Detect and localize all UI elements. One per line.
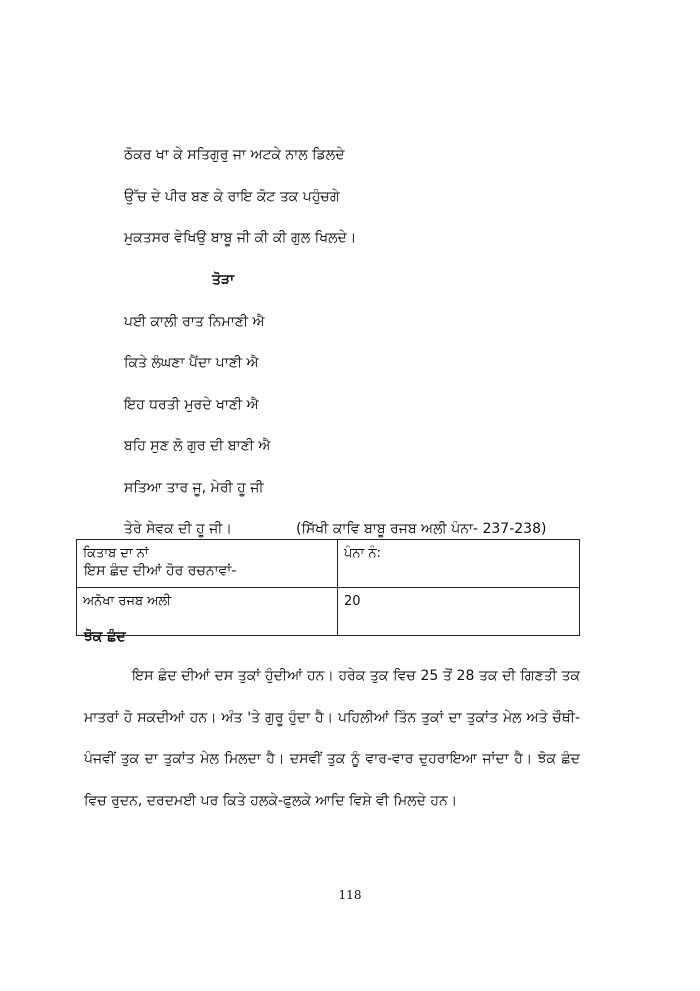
toda-line: ਪਈ ਕਾਲੀ ਰਾਤ ਨਿਮਾਣੀ ਐ (124, 314, 265, 330)
page-number: 118 (338, 888, 362, 902)
table-row (77, 588, 580, 636)
toda-line: ਸਤਿਆ ਤਾਰ ਜੂ, ਮੇਰੀ ਹੂ ਜੀ (124, 480, 264, 496)
table-cell-page-no: 20 (338, 588, 580, 636)
toda-line: ਬਹਿ ਸੁਣ ਲੋ ਗੁਰ ਦੀ ਬਾਣੀ ਐ (124, 438, 271, 454)
table-header-book-name: ਕਿਤਾਬ ਦਾ ਨਾਂ (77, 540, 338, 588)
toda-line: ਇਹ ਧਰਤੀ ਮੁਰਦੇ ਖਾਣੀ ਐ (124, 397, 259, 413)
citation: (ਸਿੱਖੀ ਕਾਵਿ ਬਾਬੂ ਰਜਬ ਅਲੀ ਪੰਨਾ- 237-238) (296, 521, 547, 537)
other-works-table (76, 539, 580, 636)
paragraph-text: ਇਸ ਛੰਦ ਦੀਆਂ ਦਸ ਤੁਕਾਂ ਹੁੰਦੀਆਂ ਹਨ। ਹਰੇਕ ਤੁਕ ਵਿਚ 25 ਤੋਂ 28 ਤਕ ਦੀ ਗਿਣਤੀ ਤਕ ਮਾਤਰਾਂ ਹੋ ਸਕਦੀਆਂ ਹਨ। ਅੰਤ 'ਤੇ ਗੁਰੂ ਹੁੰਦਾ ਹੈ। ਪਹਿਲੀਆਂ ਤਿੰਨ ਤੁਕਾਂ ਦਾ ਤੁਕਾਂਤ ਮੇਲ ਅਤੇ ਚੌਥੀ-ਪੰਜਵੀਂ ਤੁਕ ਦਾ ਤੁਕਾਂਤ ਮੇਲ ਮਿਲਦਾ ਹੈ। ਦਸਵੀਂ ਤੁਕ ਨੂੰ ਵਾਰ-ਵਾਰ ਦੁਹਰਾਇਆ ਜਾਂਦਾ ਹੈ। ਝੋਕ ਛੰਦ ਵਿਚ ਰੁਦਨ, ਦਰਦਮਈ ਪਰ ਕਿਤੇ ਹਲਕੇ-ਫੁਲਕੇ ਆਦਿ ਵਿਸ਼ੇ ਵੀ ਮਿਲਦੇ ਹਨ। (84, 668, 580, 809)
section-heading: ਝੋਕ ਛੰਦ (84, 629, 126, 645)
verse-line: ਉੱਚ ਦੇ ਪੀਰ ਬਣ ਕੇ ਰਾਇ ਕੋਟ ਤਕ ਪਹੁੰਚਗੇ (124, 189, 340, 205)
body-paragraph (84, 656, 580, 822)
toda-line: ਕਿਤੇ ਲੰਘਣਾ ਪੈਂਦਾ ਪਾਣੀ ਐ (124, 355, 259, 371)
toda-heading: ਤੋੜਾ (212, 272, 235, 288)
table-header-row (77, 540, 580, 588)
verse-line: ਮੁਕਤਸਰ ਵੇਖਿਉ ਬਾਬੂ ਜੀ ਕੀ ਕੀ ਗੁਲ ਖਿਲਦੇ। (124, 230, 357, 246)
table-cell-book-name: ਅਨੋਖਾ ਰਜਬ ਅਲੀ (77, 588, 338, 636)
verse-line: ਠੋਕਰ ਖਾ ਕੇ ਸਤਿਗੁਰੁ ਜਾ ਅਟਕੇ ਨਾਲ ਡਿਲਦੇ (124, 147, 345, 163)
toda-line: ਤੇਰੇ ਸੇਵਕ ਦੀ ਹੂ ਜੀ। (124, 521, 232, 537)
other-works-intro: ਇਸ ਛੰਦ ਦੀਆਂ ਹੋਰ ਰਚਨਾਵਾਂ- (84, 563, 237, 579)
table-header-page-no: ਪੰਨਾ ਨੰ: (338, 540, 580, 588)
